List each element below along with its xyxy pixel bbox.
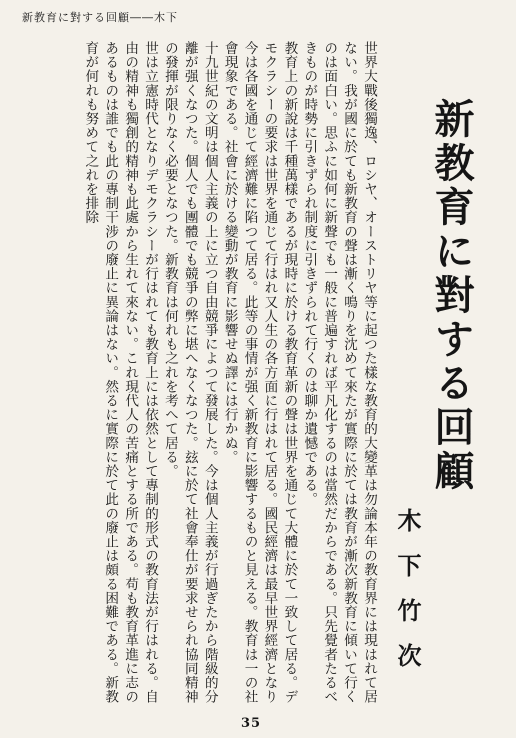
paragraph: 十九世紀の文明は個人主義の上に立つ自由競爭によつて發展した。今は個人主義が行過ぎたから階級的分離が强くなつた。個人でも團體でも競爭の弊に堪へなくなつた。玆に於て社會奉仕が要求せられ協同精神の發揮が限りなく必要となつた。新教育は何れも之れを考へて居る。 [161,41,218,704]
paragraph: 世は立憲時代となりデモクラシーが行はれても教育上には依然として專制的形式の教育法が行はれる。自由の精神も獨創的精神も此處から生れて來ない。これ現代人の苦痛とする所である。苟も教育革進に志のあるものは誰でも此の專制干涉の廢止に異論はない。然るに實際に於て此の廢止は頗る困難である。新教育が何れも努めて之れを排除 [82,41,159,704]
paragraph: 教育上の新說は千種萬樣であるが現時に於ける教育革新の聲は世界を通じて大體に於て一致して居る。デモクラシーの要求は世界を通じて行はれ又人生の各方面に行はれて居る。國民經濟は最早世界經濟となり今は各國を通じて經濟難に陷つて居る。此等の事情が强く新教育に影響するものと見える。教育は一の社會現象である。社會に於ける變動が教育に影響せぬ譯には行かぬ。 [221,41,298,704]
running-head: 新教育に對する回顧――木下 [22,11,178,24]
page-number: 35 [241,716,262,731]
paragraph: 世界大戰後獨逸、ロシヤ、オーストリヤ等に起つた樣な教育的大變革は勿論本年の教育界には現はれて居ない。我が國に於ても新教育の聲は漸く鳴りを沈めて來たが實際に於ては教育が漸次新教育に傾いて行くのは面白い。思ふに如何に新聲でも一般に普遍すれば平凡化するのは當然だからである。只先覺者たるべきものが時勢に引きずられ制度に引きずられて行くのは聊か遺憾である。 [301,41,377,704]
author-name: 木下竹次 [393,508,422,688]
article-title: 新教育に對する回顧 [428,98,475,494]
body-text [18,41,378,711]
